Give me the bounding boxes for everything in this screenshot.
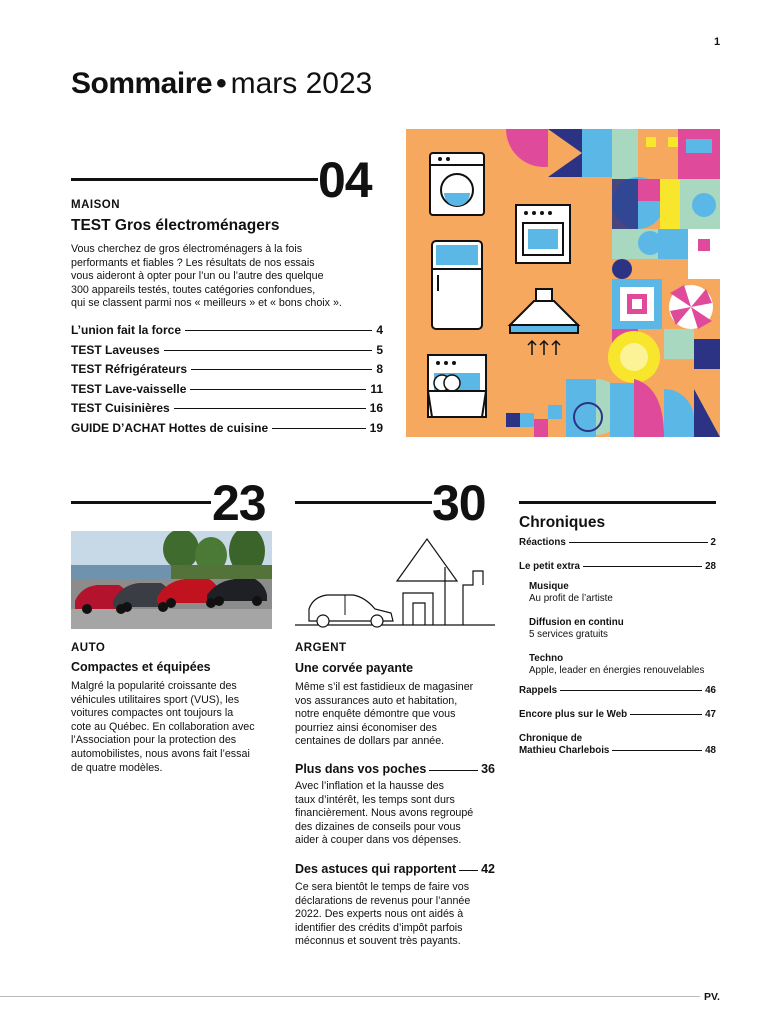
- maison-rule: [71, 178, 318, 181]
- poches-description: Avec l’inflation et la hausse des taux d’intérêt, les temps sont durs financièrement. Nous avons regroupé des dizaines de conseils pour vous aider à couper dans vos dépenses.: [295, 780, 474, 847]
- chronique-subitem[interactable]: Musique Au profit de l’artiste: [529, 581, 613, 604]
- chronique-charlebois-line1[interactable]: Chronique de: [519, 733, 583, 744]
- title-separator: •: [216, 67, 227, 100]
- poches-heading[interactable]: Plus dans vos poches 36: [295, 762, 495, 776]
- car-house-sketch: [295, 531, 495, 631]
- maison-toc: [71, 323, 383, 441]
- auto-rule: [71, 501, 211, 504]
- footer-rule: [0, 996, 700, 997]
- cars-photo: [71, 531, 272, 629]
- chroniques-rule: [519, 501, 716, 504]
- toc-item[interactable]: TEST Laveuses 5: [71, 342, 383, 357]
- issue-date: mars 2023: [230, 67, 373, 100]
- chronique-subitem[interactable]: Techno Apple, leader en énergies renouvelables: [529, 653, 705, 676]
- chronique-charlebois[interactable]: Mathieu Charlebois 48: [519, 745, 716, 756]
- maison-kicker: MAISON: [71, 199, 120, 211]
- toc-item[interactable]: TEST Lave-vaisselle 11: [71, 381, 383, 396]
- chronique-subitem[interactable]: Diffusion en continu 5 services gratuits: [529, 617, 624, 640]
- auto-kicker: AUTO: [71, 642, 106, 654]
- auto-page-number: 23: [212, 475, 266, 531]
- toc-item[interactable]: L’union fait la force 4: [71, 323, 383, 337]
- argent-description: Même s’il est fastidieux de magasiner vos assurances auto et habitation, notre enquête démontre que vous pourriez ainsi économiser des centaines de dollars par année.: [295, 681, 474, 748]
- argent-page-number: 30: [432, 475, 486, 531]
- chroniques-title: Chroniques: [519, 514, 606, 531]
- toc-item[interactable]: TEST Réfrigérateurs 8: [71, 362, 383, 377]
- toc-item[interactable]: TEST Cuisinières 16: [71, 401, 383, 416]
- auto-title: Compactes et équipées: [71, 660, 211, 674]
- title-label: Sommaire: [71, 67, 213, 100]
- chronique-reactions[interactable]: Réactions 2: [519, 537, 716, 548]
- argent-kicker: ARGENT: [295, 642, 347, 654]
- chronique-rappels[interactable]: Rappels 46: [519, 685, 716, 696]
- auto-description: Malgré la popularité croissante des véhicules utilitaires sport (VUS), les voitures compactes ont toujours la cote au Québec. En collaboration avec l’Association pour la protection des automobilistes, nous avons fait l’essai de quatre modèles.: [71, 680, 255, 774]
- maison-title: TEST Gros électroménagers: [71, 217, 280, 234]
- page-title: [71, 66, 372, 102]
- appliances-illustration: [406, 129, 720, 437]
- maison-description: Vous cherchez de gros électroménagers à la fois performants et fiables ? Les résultats de nos essais vous aideront à opter pour l’un ou l’autre des quelque 300 appareils testés, toutes catégories confondues, qui se classent parmi nos « meilleurs » et « bons choix ».: [71, 243, 342, 310]
- astuces-description: Ce sera bientôt le temps de faire vos déclarations de revenus pour l’année 2022. Des experts nous ont aidés à identifier des crédits d’impôt parfois méconnus et souvent très payants.: [295, 881, 471, 948]
- argent-rule: [295, 501, 432, 504]
- astuces-heading[interactable]: Des astuces qui rapportent 42: [295, 862, 495, 876]
- argent-title: Une corvée payante: [295, 661, 414, 675]
- chronique-petit-extra[interactable]: Le petit extra 28: [519, 561, 716, 572]
- chroniques-list: [519, 537, 716, 759]
- brand-logo: PV.: [704, 991, 720, 1003]
- chronique-web[interactable]: Encore plus sur le Web 47: [519, 709, 716, 720]
- maison-page-number: 04: [318, 152, 372, 208]
- page-number: 1: [714, 36, 721, 48]
- toc-item[interactable]: GUIDE D’ACHAT Hottes de cuisine 19: [71, 420, 383, 435]
